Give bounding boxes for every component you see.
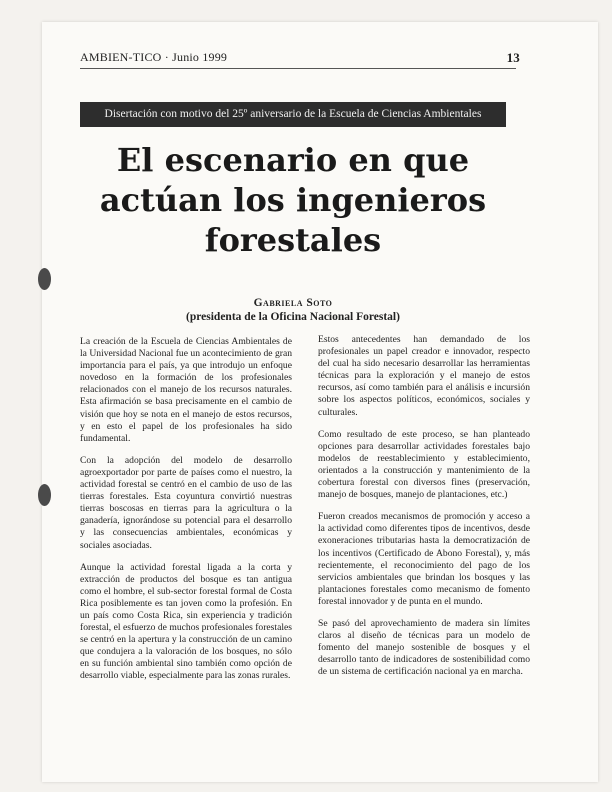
punch-hole-top xyxy=(38,268,51,290)
paragraph: Estos antecedentes han demandado de los profesionales un papel creador e innovador, respecto del cual ha sido necesario desarrollar las herramientas técnicas para la exploración y el manejo de estos recursos, así como también para el análisis e incursión sobre los aspectos políticos, económicos, sociales y culturales. xyxy=(318,334,530,418)
paragraph: Como resultado de este proceso, se han planteado opciones para desarrollar actividades forestales bajo modelos de reestablecimiento y establecimiento, orientados a la construcción y mantenimiento de la cobertura forestal con diversos fines (preservación, manejo de bosques, manejo de plantaciones, etc.) xyxy=(318,428,530,501)
running-header xyxy=(80,50,520,69)
byline xyxy=(80,296,506,324)
author-affiliation: (presidenta de la Oficina Nacional Forestal) xyxy=(186,311,400,323)
running-head-text: AMBIEN-TICO · Junio 1999 xyxy=(80,50,228,64)
left-column xyxy=(80,336,292,693)
article-title xyxy=(80,140,506,260)
title-line: actúan los ingenieros xyxy=(99,181,487,219)
paragraph: La creación de la Escuela de Ciencias Ambientales de la Universidad Nacional fue un acontecimiento de gran importancia para el país, ya que introdujo un enfoque novedoso en la formación de los profesionales relacionados con el manejo de los recursos naturales. Esta afirmación se basa precisamente en el cambio de visión que hoy se nota en el manejo de estos recursos, y en esto el papel de los profesionales ha sido fundamental. xyxy=(80,336,292,444)
punch-hole-bottom xyxy=(38,484,51,506)
title-line: El escenario en que xyxy=(116,141,470,179)
right-column xyxy=(318,334,530,688)
paragraph: Se pasó del aprovechamiento de madera sin límites claros al diseño de técnicas para un modelo de fomento del manejo sostenible de bosques y el desarrollo tanto de indicadores de sostenibilidad como de un sistema de certificación nacional ya en marcha. xyxy=(318,617,530,678)
title-line: forestales xyxy=(204,221,382,259)
author-name: Gabriela Soto xyxy=(253,297,333,309)
paragraph: Aunque la actividad forestal ligada a la corta y extracción de productos del bosque es tan antigua como el hombre, el sub-sector forestal formal de Costa Rica posiblemente es tan joven como la profesión. En un país como Costa Rica, sin experiencia y tradición forestal, el esfuerzo de muchos profesionales forestales se centró en la apertura y la construcción de un camino que condujera a la valoración de los bosques, no sólo en su función ambiental sino también como opción de desarrollo viable, especialmente para las zonas rurales. xyxy=(80,561,292,682)
paragraph: Fueron creados mecanismos de promoción y acceso a la actividad como diferentes tipos de incentivos, desde exoneraciones tributarias hasta la democratización de los incentivos (Certificado de Abono Forestal), y, más recientemente, el reconocimiento del pago de los servicios ambientales que brindan los bosques y las plantaciones forestales como mecanismo de fomento forestal innovador y de punta en el mundo. xyxy=(318,511,530,607)
page-number: 13 xyxy=(506,50,520,65)
section-banner: Disertación con motivo del 25º aniversario de la Escuela de Ciencias Ambientales xyxy=(80,102,506,127)
paragraph: Con la adopción del modelo de desarrollo agroexportador por parte de países como el nuestro, la actividad forestal se centró en el cambio de uso de las tierras forestales. Esta coyuntura convirtió nuestras tierras boscosas en tierras para la agricultura o la ganadería, ignorándose su potencial para el desarrollo y las consecuencias ambientales, económicas y sociales asociadas. xyxy=(80,454,292,551)
